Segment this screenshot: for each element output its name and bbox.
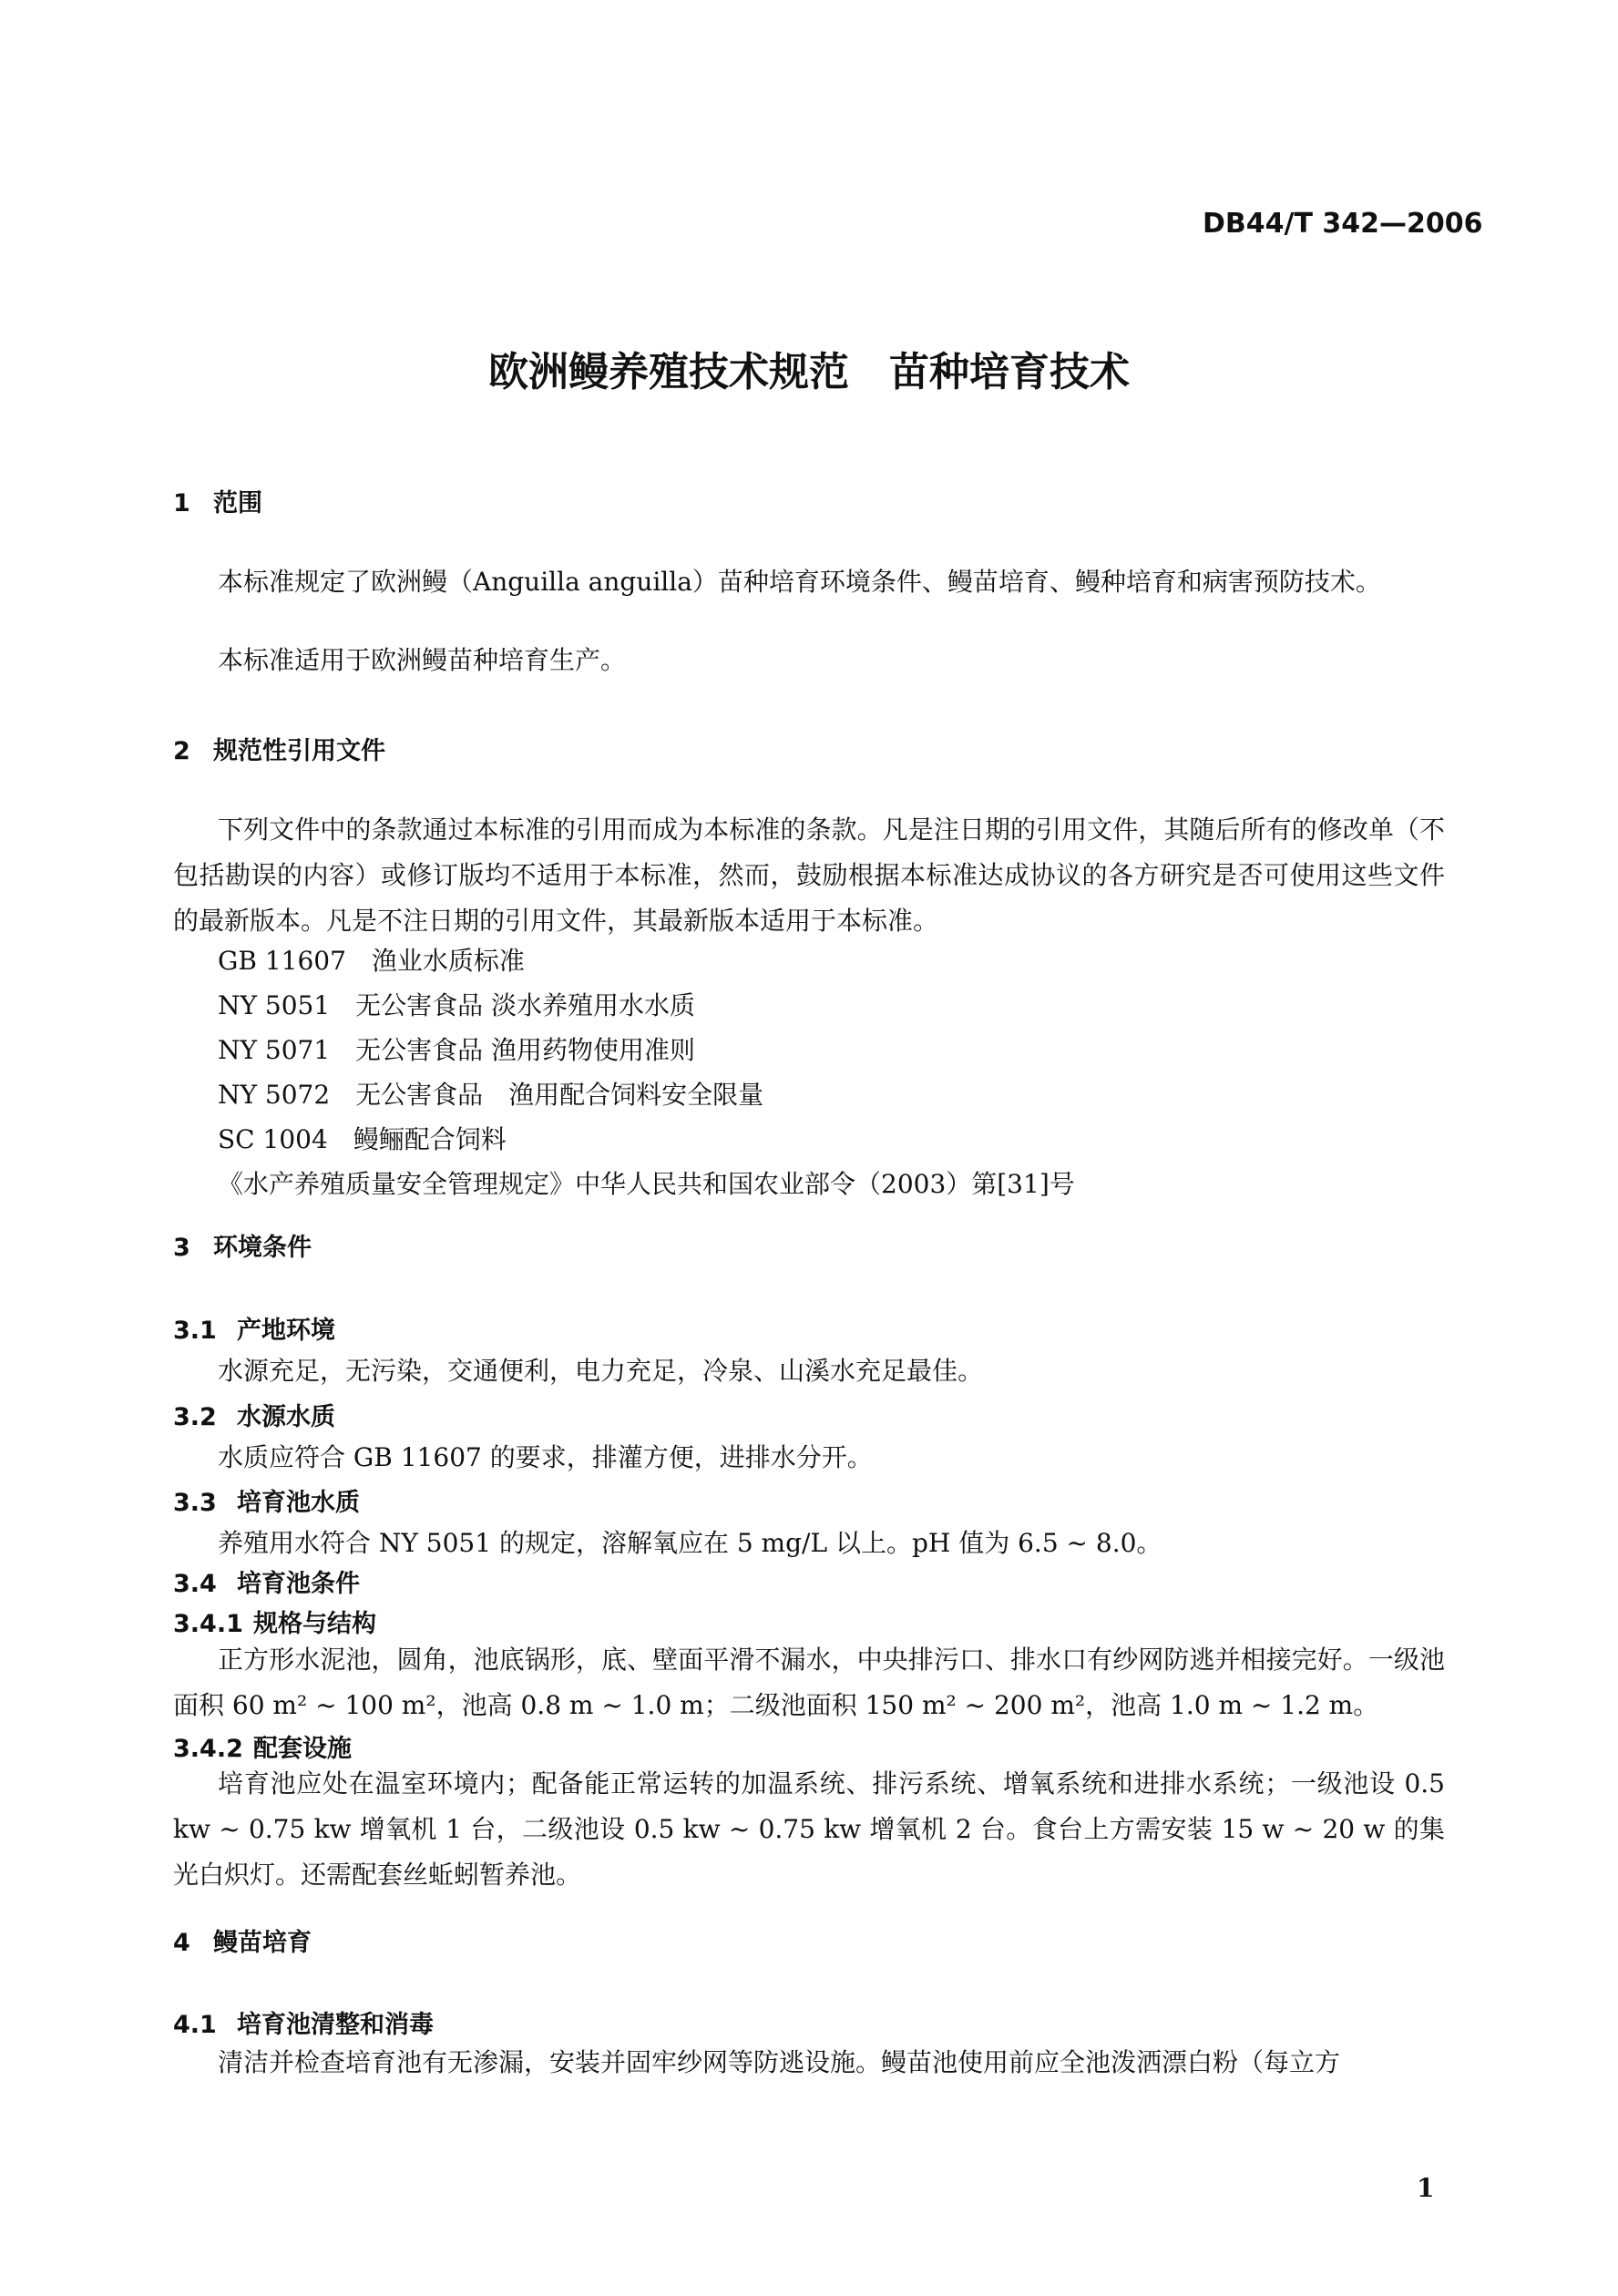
paragraph: 水源充足，无污染，交通便利，电力充足，冷泉、山溪水充足最佳。 — [218, 1356, 984, 1386]
subsection-3-4-1-heading — [173, 1604, 376, 1639]
subsection-3-4-heading — [173, 1563, 360, 1599]
standard-code: DB44/T 342—2006 — [1203, 208, 1483, 240]
subsection-3-2-heading — [173, 1397, 335, 1432]
section-number: 3 — [173, 1234, 190, 1262]
subsection-4-1-heading — [173, 2004, 434, 2040]
subsection-title: 产地环境 — [237, 1317, 335, 1345]
subsection-number: 3.3 — [173, 1489, 217, 1517]
subsection-number: 4.1 — [173, 2011, 217, 2039]
section-2-heading — [173, 731, 385, 766]
subsection-number: 3.4.2 — [173, 1735, 243, 1763]
section-title: 规范性引用文件 — [213, 737, 385, 765]
section-number: 4 — [173, 1929, 190, 1957]
subsection-3-4-2-heading — [173, 1728, 352, 1764]
paragraph: 水质应符合 GB 11607 的要求，排灌方便，进排水分开。 — [218, 1442, 873, 1472]
section-4-heading — [173, 1922, 312, 1958]
subsection-title: 水源水质 — [237, 1403, 335, 1431]
section-3-heading — [173, 1227, 312, 1263]
subsection-3-3-heading — [173, 1482, 360, 1518]
subsection-3-1-heading — [173, 1310, 335, 1346]
subsection-number: 3.1 — [173, 1317, 217, 1345]
reference-item: SC 1004 鳗鲡配合饲料 — [218, 1124, 507, 1154]
section-number: 2 — [173, 737, 190, 765]
subsection-title: 配套设施 — [253, 1735, 352, 1763]
section-title: 鳗苗培育 — [213, 1929, 312, 1957]
page-number: 1 — [1417, 2173, 1435, 2203]
reference-item: GB 11607 渔业水质标准 — [218, 946, 525, 976]
subsection-number: 3.4.1 — [173, 1610, 243, 1638]
reference-item: 《水产养殖质量安全管理规定》中华人民共和国农业部令（2003）第[31]号 — [218, 1169, 1075, 1199]
document-title: 欧洲鳗养殖技术规范 苗种培育技术 — [488, 349, 1130, 395]
paragraph: 培育池应处在温室环境内；配备能正常运转的加温系统、排污系统、增氧系统和进排水系统；一级池设 0.5 kw ~ 0.75 kw 增氧机 1 台，二级池设 0.5 kw ~ 0.75 kw 增氧机 2 台。食台上方需安装 15 w ~ 20 w 的集光白炽灯。还需配套丝蚯蚓暂养池。 — [173, 1768, 1445, 1890]
section-title: 环境条件 — [213, 1234, 312, 1262]
paragraph: 本标准规定了欧洲鳗（Anguilla anguilla）苗种培育环境条件、鳗苗培育、鳗种培育和病害预防技术。 — [218, 567, 1381, 597]
subsection-title: 培育池水质 — [237, 1489, 360, 1517]
paragraph: 本标准适用于欧洲鳗苗种培育生产。 — [218, 645, 627, 675]
subsection-title: 培育池清整和消毒 — [237, 2011, 434, 2039]
section-1-heading — [173, 483, 262, 518]
paragraph: 清洁并检查培育池有无渗漏，安装并固牢纱网等防逃设施。鳗苗池使用前应全池泼洒漂白粉（每立方 — [218, 2047, 1341, 2077]
subsection-number: 3.2 — [173, 1403, 217, 1431]
reference-item: NY 5072 无公害食品 渔用配合饲料安全限量 — [218, 1080, 764, 1110]
paragraph: 养殖用水符合 NY 5051 的规定，溶解氧应在 5 mg/L 以上。pH 值为 6.5 ~ 8.0。 — [218, 1528, 1162, 1558]
subsection-title: 培育池条件 — [237, 1570, 360, 1598]
subsection-number: 3.4 — [173, 1570, 217, 1598]
paragraph: 下列文件中的条款通过本标准的引用而成为本标准的条款。凡是注日期的引用文件，其随后所有的修改单（不包括勘误的内容）或修订版均不适用于本标准，然而，鼓励根据本标准达成协议的各方研究是否可使用这些文件的最新版本。凡是不注日期的引用文件，其最新版本适用于本标准。 — [173, 815, 1445, 936]
section-title: 范围 — [213, 489, 262, 518]
paragraph: 正方形水泥池，圆角，池底锅形，底、壁面平滑不漏水，中央排污口、排水口有纱网防逃并相接完好。一级池面积 60 m² ~ 100 m²，池高 0.8 m ~ 1.0 m；二级池面积 150 m² ~ 200 m²，池高 1.0 m ~ 1.2 m。 — [173, 1645, 1445, 1720]
reference-item: NY 5051 无公害食品 淡水养殖用水水质 — [218, 990, 696, 1020]
section-number: 1 — [173, 489, 190, 518]
subsection-title: 规格与结构 — [253, 1610, 376, 1638]
reference-item: NY 5071 无公害食品 渔用药物使用准则 — [218, 1035, 696, 1065]
